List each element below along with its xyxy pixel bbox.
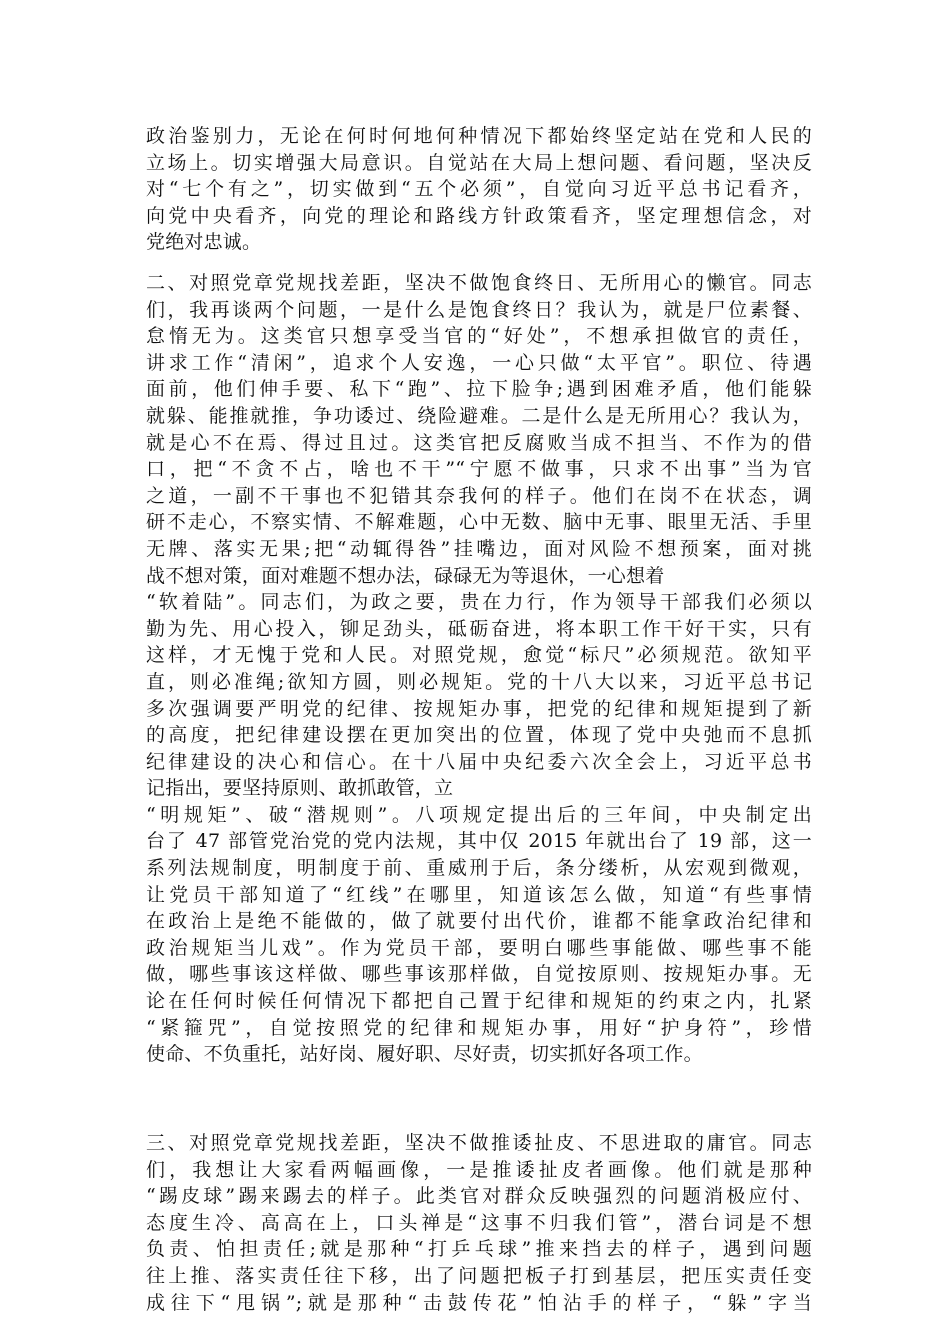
text-line: “踢皮球”踢来踢去的样子。此类官对群众反映强烈的问题消极应付、 (146, 1185, 812, 1208)
text-line: 面前，他们伸手要、私下“跑”、拉下脸争;遇到困难矛盾，他们能躲 (146, 378, 812, 401)
text-line: 立场上。切实增强大局意识。自觉站在大局上想问题、看问题，坚决反 (146, 151, 812, 174)
text-line: 二、对照党章党规找差距，坚决不做饱食终日、无所用心的懒官。同志 (146, 272, 812, 294)
text-line: 做，哪些事该这样做、哪些事该那样做，自觉按原则、按规矩办事。无 (146, 963, 812, 986)
text-line: 态度生冷、高高在上，口头禅是“这事不归我们管”，潜台词是不想 (146, 1211, 812, 1234)
text-line: 战不想对策，面对难题不想办法，碌碌无为等退休，一心想着 (146, 564, 665, 587)
text-line: 之道，一副不干事也不犯错其奈我何的样子。他们在岗不在状态，调 (146, 484, 812, 507)
text-line: 怠惰无为。这类官只想享受当官的“好处”，不想承担做官的责任， (146, 325, 812, 348)
paragraph-3 (146, 1130, 812, 1316)
text-line: 向党中央看齐，向党的理论和路线方针政策看齐，坚定理想信念，对 (146, 204, 812, 227)
text-line: 使命、不负重托，站好岗、履好职、尽好责，切实抓好各项工作。 (146, 1043, 703, 1066)
text-line: 在政治上是绝不能做的，做了就要付出代价，谁都不能拿政治纪律和 (146, 910, 812, 933)
paragraph-1 (146, 123, 812, 256)
text-line: 多次强调要严明党的纪律、按规矩办事，把党的纪律和规矩提到了新 (146, 697, 812, 720)
text-line: 这样，才无愧于党和人民。对照党规，愈觉“标尺”必须规范。欲知平 (146, 644, 812, 667)
text-line: 记指出，要坚持原则、敢抓敢管，立 (146, 777, 454, 800)
text-line: “紧箍咒”，自觉按照党的纪律和规矩办事，用好“护身符”，珍惜 (146, 1016, 812, 1039)
text-line: 系列法规制度，明制度于前、重威刑于后，条分缕析，从宏观到微观， (146, 857, 812, 880)
text-line: 论在任何时候任何情况下都把自己置于纪律和规矩的约束之内，扎紧 (146, 990, 812, 1013)
text-line: 就是心不在焉、得过且过。这类官把反腐败当成不担当、不作为的借 (146, 431, 812, 454)
text-line: 们，我再谈两个问题，一是什么是饱食终日？我认为，就是尸位素餐、 (146, 298, 812, 321)
text-line: 政治规矩当儿戏”。作为党员干部，要明白哪些事能做、哪些事不能 (146, 936, 812, 959)
text-line: 台了 47 部管党治党的党内法规，其中仅 2015 年就出台了 19 部，这一 (146, 830, 812, 853)
text-line: 们，我想让大家看两幅画像，一是推诿扯皮者画像。他们就是那种 (146, 1158, 812, 1181)
text-line: 往上推、落实责任往下移，出了问题把板子打到基层，把压实责任变 (146, 1264, 812, 1287)
text-line: 三、对照党章党规找差距，坚决不做推诿扯皮、不思进取的庸官。同志 (146, 1132, 812, 1154)
text-line: 成往下“甩锅”;就是那种“击鼓传花”怕沾手的样子，“躲”字当 (146, 1291, 812, 1314)
text-line: 口，把“不贪不占，啥也不干”“宁愿不做事，只求不出事”当为官 (146, 458, 812, 481)
text-line: 的高度，把纪律建设摆在更加突出的位置，体现了党中央弛而不息抓 (146, 724, 812, 747)
text-line: 党绝对忠诚。 (146, 231, 262, 254)
text-line: 政治鉴别力，无论在何时何地何种情况下都始终坚定站在党和人民的 (146, 125, 812, 147)
text-line: 讲求工作“清闲”，追求个人安逸，一心只做“太平官”。职位、待遇 (146, 351, 812, 374)
text-line: 让党员干部知道了“红线”在哪里，知道该怎么做，知道“有些事情 (146, 883, 812, 906)
text-line: “明规矩”、破“潜规则”。八项规定提出后的三年间，中央制定出 (146, 803, 812, 826)
text-line: 研不走心，不察实情、不解难题，心中无数、脑中无事、眼里无活、手里 (146, 511, 812, 534)
text-line: 对“七个有之”，切实做到“五个必须”，自觉向习近平总书记看齐， (146, 178, 812, 201)
text-line: 负责、怕担责任;就是那种“打乒乓球”推来挡去的样子，遇到问题 (146, 1238, 812, 1261)
text-line: 直，则必准绳;欲知方圆，则必规矩。党的十八大以来，习近平总书记 (146, 670, 812, 693)
text-line: 就躲、能推就推，争功诿过、绕险避难。二是什么是无所用心？我认为， (146, 404, 812, 427)
text-line: 纪律建设的决心和信心。在十八届中央纪委六次全会上，习近平总书 (146, 750, 812, 773)
text-line: “软着陆”。同志们，为政之要，贵在力行，作为领导干部我们必须以 (146, 591, 812, 614)
paragraph-2 (146, 270, 812, 1068)
text-line: 勤为先、用心投入，铆足劲头，砥砺奋进，将本职工作干好干实，只有 (146, 617, 812, 640)
text-line: 无牌、落实无果;把“动辄得咎”挂嘴边，面对风险不想预案，面对挑 (146, 537, 812, 560)
